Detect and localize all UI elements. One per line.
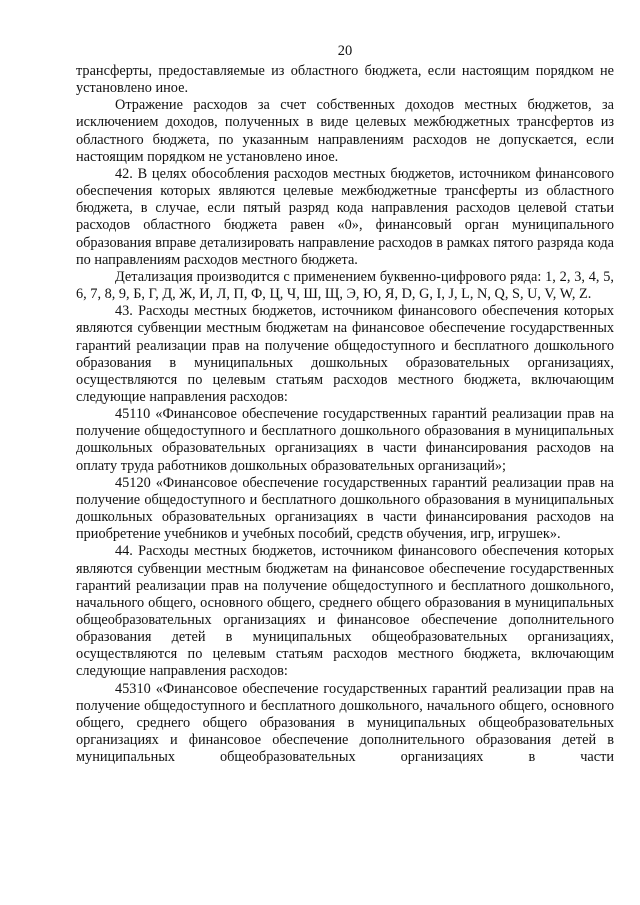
paragraph-45310: 45310 «Финансовое обеспечение государственных гарантий реализации прав на получение общедоступного и бесплатного дошкольного, начального общего, основного общего, среднего общего образования в муниципальных общеобразовательных организациях и финансовое обеспечение дополнительного образования детей в муниципальных общеобразовательных организациях в части — [76, 680, 614, 766]
paragraph-43: 43. Расходы местных бюджетов, источником финансового обеспечения которых являются субвенции местным бюджетам на финансовое обеспечение государственных гарантий реализации прав на получение общедоступного и бесплатного дошкольного образования в муниципальных дошкольных образовательных организациях, осуществляются по целевым статьям расходов местного бюджета, включающим следующие направления расходов: — [76, 303, 614, 405]
paragraph-detailing: Детализация производится с применением буквенно-цифрового ряда: 1, 2, 3, 4, 5, 6, 7, 8, 9, Б, Г, Д, Ж, И, Л, П, Ф, Ц, Ч, Ш, Щ, Э, Ю, Я, D, G, I, J, L, N, Q, S, U, V, W, Z. — [76, 268, 614, 303]
paragraph-own-revenue: Отражение расходов за счет собственных доходов местных бюджетов, за исключением доходов, полученных в виде целевых межбюджетных трансфертов из областного бюджета, по указанным направлениям расходов не допускается, если настоящим порядком не установлено иное. — [76, 97, 614, 165]
paragraph-45110: 45110 «Финансовое обеспечение государственных гарантий реализации прав на получение общедоступного и бесплатного дошкольного образования в муниципальных дошкольных образовательных организациях в части финансирования расходов на оплату труда работников дошкольных образовательных организаций»; — [76, 406, 614, 474]
paragraph-45120: 45120 «Финансовое обеспечение государственных гарантий реализации прав на получение общедоступного и бесплатного дошкольного образования в муниципальных дошкольных образовательных организациях в части финансирования расходов на приобретение учебников и учебных пособий, средств обучения, игр, игрушек». — [76, 474, 614, 543]
page-number: 20 — [337, 43, 353, 59]
paragraph-42: 42. В целях обособления расходов местных бюджетов, источником финансового обеспечения которых являются целевые межбюджетные трансферты из областного бюджета, в случае, если пятый разряд кода направления расходов целевой статьи расходов областного бюджета равен «0», финансовый орган муниципального образования вправе детализировать направление расходов в рамках пятого разряда кода по направлениям расходов местного бюджета. — [76, 165, 614, 268]
paragraph-44: 44. Расходы местных бюджетов, источником финансового обеспечения которых являются субвенции местным бюджетам на финансовое обеспечение государственных гарантий реализации прав на получение общедоступного и бесплатного дошкольного, начального общего, основного общего, среднего общего образования в муниципальных общеобразовательных организациях и финансовое обеспечение дополнительного образования детей в муниципальных общеобразовательных организациях, осуществляются по целевым статьям расходов местного бюджета, включающим следующие направления расходов: — [76, 543, 614, 680]
paragraph-continuation: трансферты, предоставляемые из областного бюджета, если настоящим порядком не установлено иное. — [76, 63, 614, 97]
